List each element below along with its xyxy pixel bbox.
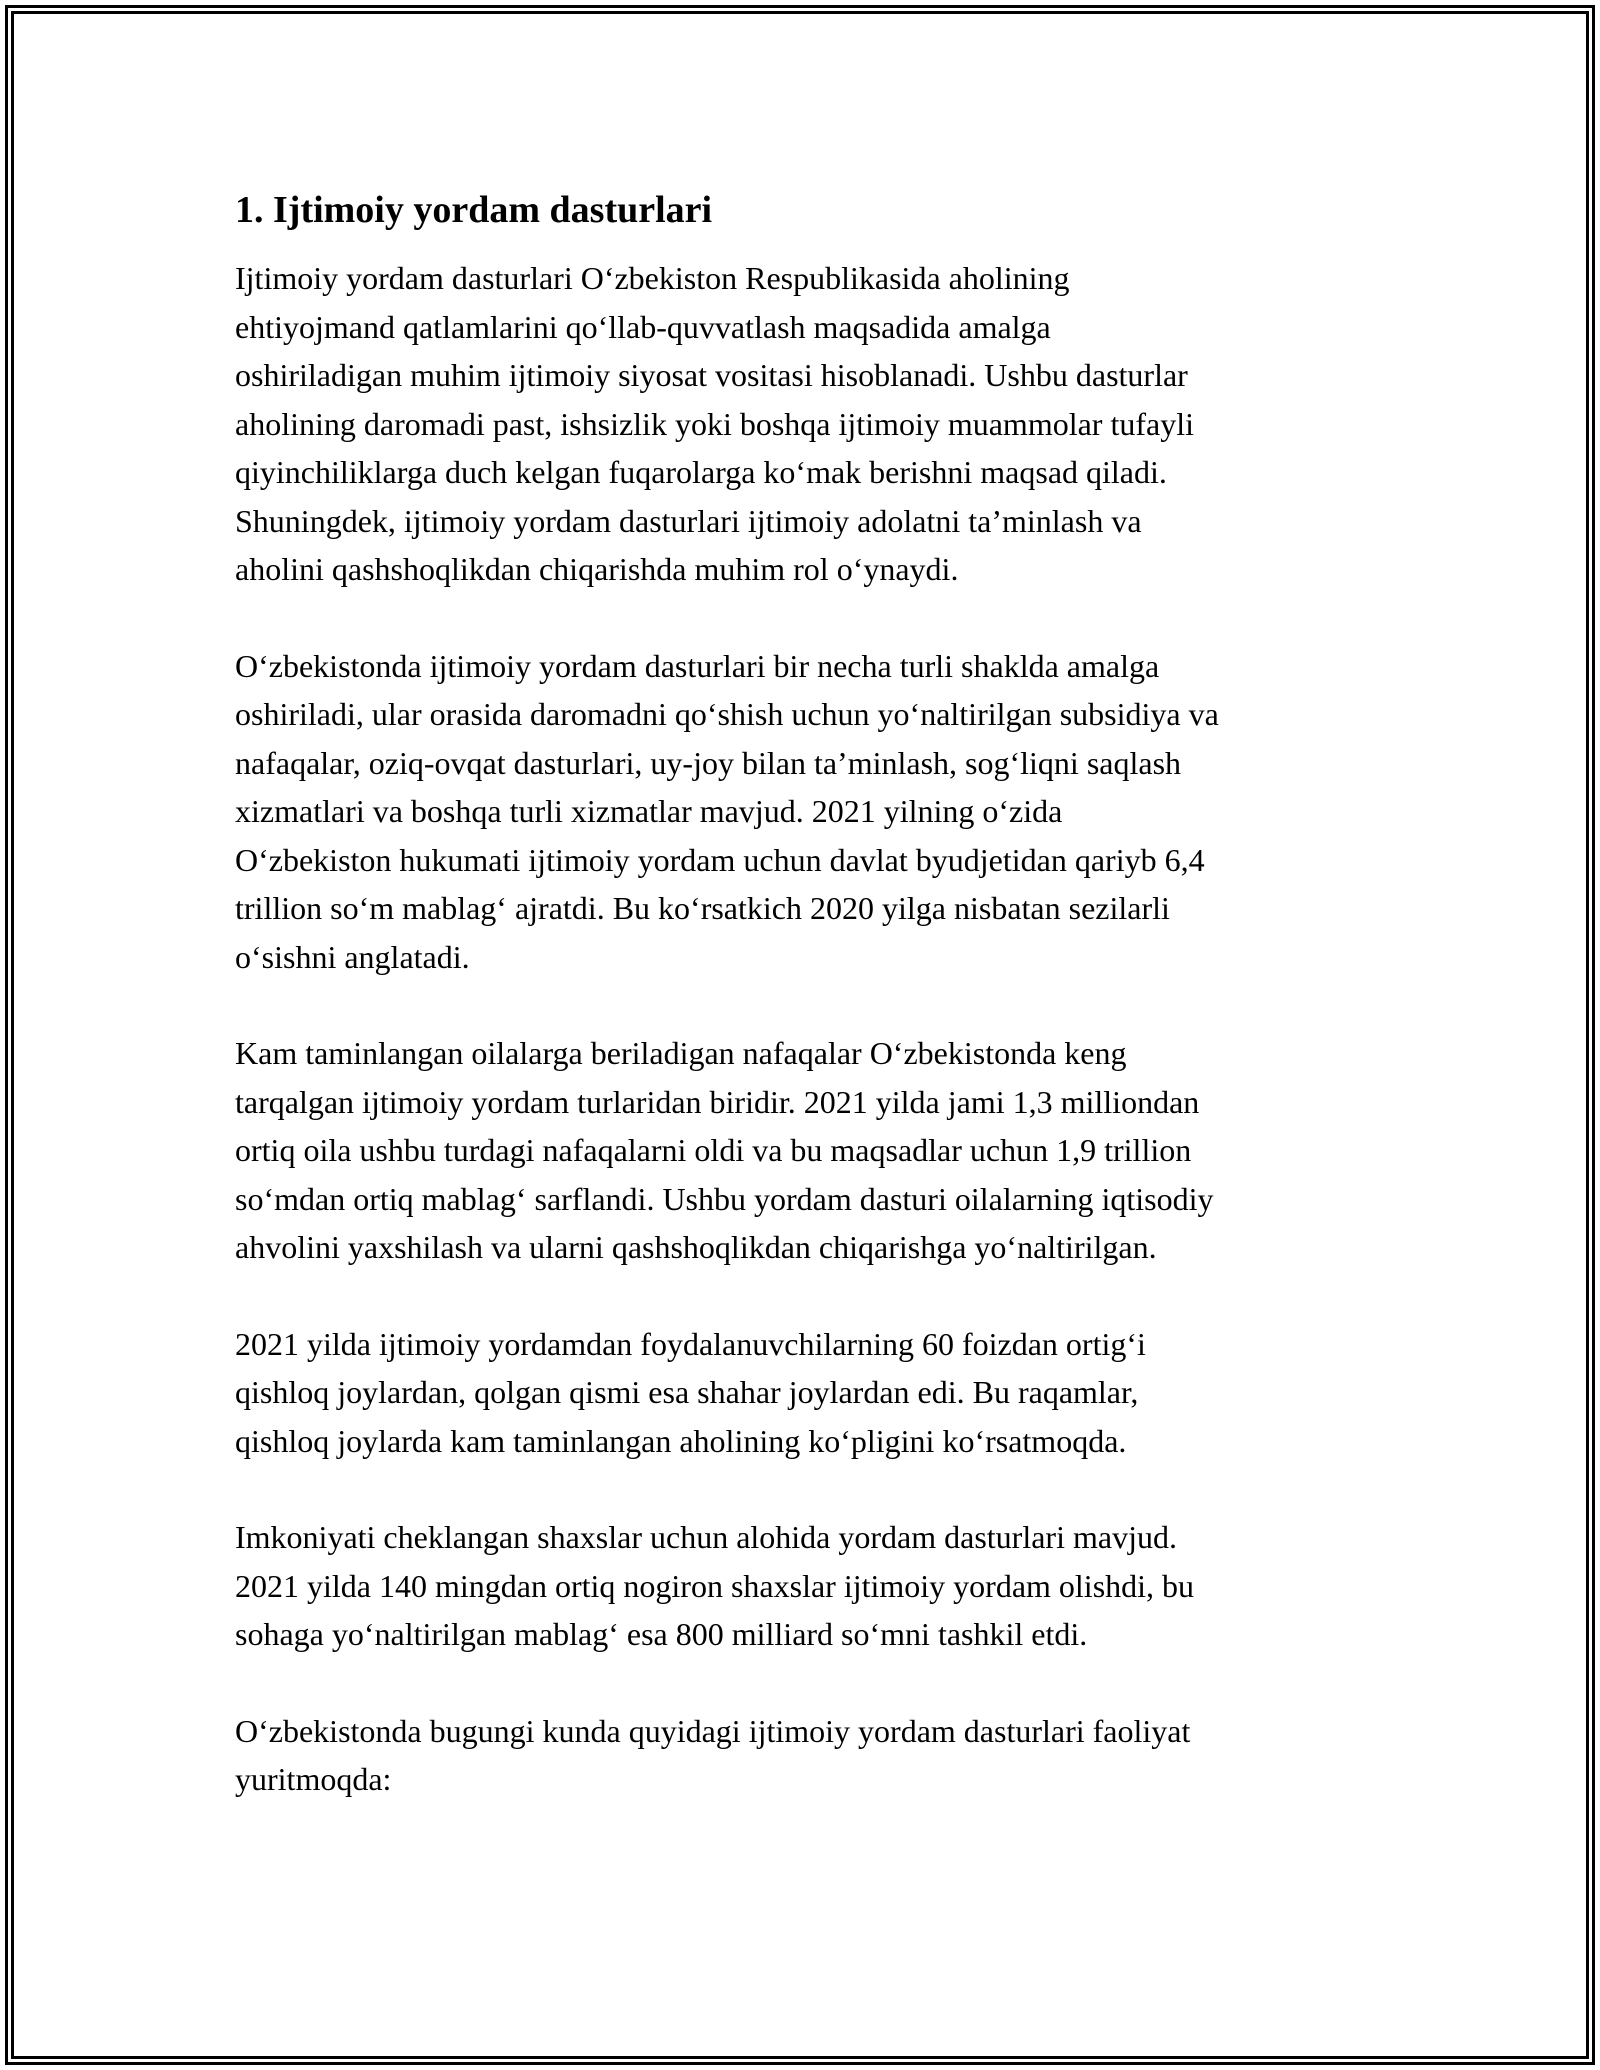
section-heading: 1. Ijtimoiy yordam dasturlari (235, 189, 713, 231)
text-line: O‘zbekistonda ijtimoiy yordam dasturlari bir necha turli shaklda amalga (235, 647, 1160, 684)
text-line: ehtiyojmand qatlamlarini qo‘llab-quvvatlash maqsadida amalga (235, 308, 1051, 345)
text-line: tarqalgan ijtimoiy yordam turlaridan biridir. 2021 yilda jami 1,3 milliondan (235, 1083, 1200, 1120)
text-line: 2021 yilda 140 mingdan ortiq nogiron shaxslar ijtimoiy yordam olishdi, bu (235, 1567, 1195, 1604)
text-line: O‘zbekiston hukumati ijtimoiy yordam uchun davlat byudjetidan qariyb 6,4 (235, 841, 1205, 878)
text-line: Shuningdek, ijtimoiy yordam dasturlari ijtimoiy adolatni ta’minlash va (235, 502, 1142, 539)
text-line: o‘sishni anglatadi. (235, 938, 470, 975)
document-body (235, 186, 1375, 1852)
text-line: 2021 yilda ijtimoiy yordamdan foydalanuvchilarning 60 foizdan ortig‘i (235, 1325, 1146, 1362)
text-line: xizmatlari va boshqa turli xizmatlar mavjud. 2021 yilning o‘zida (235, 793, 1063, 829)
text-line: ortiq oila ushbu turdagi nafaqalarni oldi va bu maqsadlar uchun 1,9 trillion (235, 1132, 1192, 1168)
text-line: so‘mdan ortiq mablag‘ sarflandi. Ushbu yordam dasturi oilalarning iqtisodiy (235, 1180, 1214, 1217)
paragraph-2 (235, 642, 1375, 982)
text-line: aholini qashshoqlikdan chiqarishda muhim rol o‘ynaydi. (235, 551, 959, 587)
text-line: Ijtimoiy yordam dasturlari O‘zbekiston Respublikasida aholining (235, 260, 1070, 296)
text-line: trillion so‘m mablag‘ ajratdi. Bu ko‘rsatkich 2020 yilga nisbatan sezilarli (235, 890, 1170, 926)
text-line: ahvolini yaxshilash va ularni qashshoqlikdan chiqarishga yo‘naltirilgan. (235, 1229, 1157, 1265)
paragraph-3 (235, 1029, 1375, 1272)
paragraph-6 (235, 1707, 1375, 1804)
paragraph-5 (235, 1513, 1375, 1659)
text-line: qishloq joylardan, qolgan qismi esa shahar joylardan edi. Bu raqamlar, (235, 1374, 1139, 1410)
text-line: aholining daromadi past, ishsizlik yoki boshqa ijtimoiy muammolar tufayli (235, 405, 1194, 442)
text-line: qishloq joylarda kam taminlangan aholining ko‘pligini ko‘rsatmoqda. (235, 1422, 1127, 1459)
text-line: yuritmoqda: (235, 1761, 392, 1797)
text-line: qiyinchiliklarga duch kelgan fuqarolarga ko‘mak berishni maqsad qiladi. (235, 454, 1167, 490)
text-line: Kam taminlangan oilalarga beriladigan nafaqalar O‘zbekistonda keng (235, 1035, 1127, 1071)
text-line: oshiriladigan muhim ijtimoiy siyosat vositasi hisoblanadi. Ushbu dasturlar (235, 357, 1188, 393)
text-line: Imkoniyati cheklangan shaxslar uchun alohida yordam dasturlari mavjud. (235, 1519, 1177, 1555)
paragraph-1 (235, 254, 1375, 594)
paragraph-4 (235, 1320, 1375, 1466)
text-line: nafaqalar, oziq-ovqat dasturlari, uy-joy bilan ta’minlash, sog‘liqni saqlash (235, 744, 1182, 781)
text-line: O‘zbekistonda bugungi kunda quyidagi ijtimoiy yordam dasturlari faoliyat (235, 1712, 1191, 1749)
text-line: sohaga yo‘naltirilgan mablag‘ esa 800 milliard so‘mni tashkil etdi. (235, 1616, 1088, 1652)
text-line: oshiriladi, ular orasida daromadni qo‘shish uchun yo‘naltirilgan subsidiya va (235, 696, 1219, 732)
